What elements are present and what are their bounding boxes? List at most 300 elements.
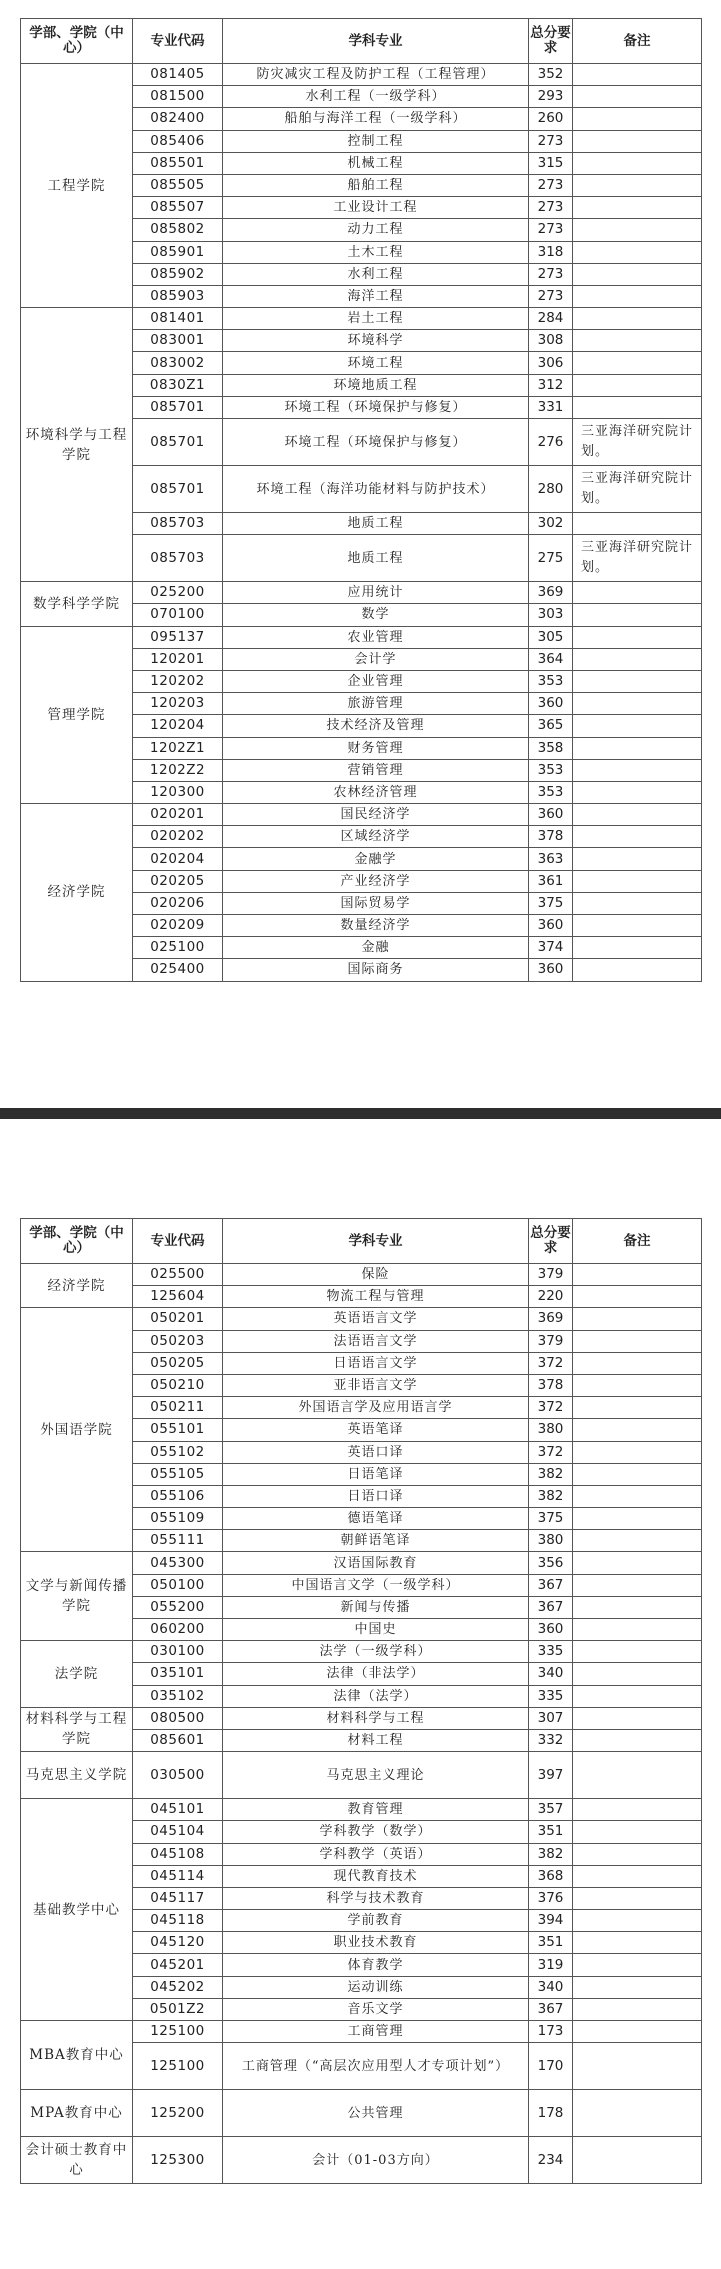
note-cell [573, 915, 702, 937]
major-name-cell: 国际贸易学 [223, 892, 529, 914]
major-name-cell: 水利工程 [223, 263, 529, 285]
major-name-cell: 日语笔译 [223, 1463, 529, 1485]
note-cell [573, 1729, 702, 1751]
major-code-cell: 025400 [133, 959, 223, 981]
major-code-cell: 030100 [133, 1641, 223, 1663]
score-cell: 273 [529, 197, 573, 219]
note-cell [573, 1508, 702, 1530]
score-cell: 319 [529, 1954, 573, 1976]
score-cell: 382 [529, 1463, 573, 1485]
score-cell: 331 [529, 396, 573, 418]
note-cell: 三亚海洋研究院计划。 [573, 419, 702, 466]
major-code-cell: 050203 [133, 1330, 223, 1352]
note-cell [573, 174, 702, 196]
major-code-cell: 055109 [133, 1508, 223, 1530]
major-name-cell: 技术经济及管理 [223, 715, 529, 737]
major-code-cell: 045114 [133, 1865, 223, 1887]
major-code-cell: 045300 [133, 1552, 223, 1574]
major-code-cell: 080500 [133, 1707, 223, 1729]
score-cell: 273 [529, 219, 573, 241]
major-name-cell: 德语笔译 [223, 1508, 529, 1530]
score-cell: 332 [529, 1729, 573, 1751]
major-code-cell: 125300 [133, 2137, 223, 2184]
major-code-cell: 1202Z2 [133, 759, 223, 781]
major-name-cell: 数量经济学 [223, 915, 529, 937]
major-code-cell: 085703 [133, 535, 223, 582]
major-name-cell: 运动训练 [223, 1976, 529, 1998]
score-cell: 353 [529, 670, 573, 692]
table-row [21, 626, 702, 648]
table-header-row [21, 1219, 702, 1264]
table-row [21, 1264, 702, 1286]
score-cell: 375 [529, 1508, 573, 1530]
major-code-cell: 081401 [133, 308, 223, 330]
note-cell [573, 1552, 702, 1574]
major-name-cell: 朝鲜语笔译 [223, 1530, 529, 1552]
score-cell: 352 [529, 64, 573, 86]
table-row [21, 804, 702, 826]
score-cell: 397 [529, 1752, 573, 1799]
note-cell [573, 513, 702, 535]
header-code: 专业代码 [133, 1219, 223, 1264]
note-cell [573, 1463, 702, 1485]
note-cell [573, 804, 702, 826]
major-code-cell: 070100 [133, 604, 223, 626]
major-name-cell: 学科教学（英语） [223, 1843, 529, 1865]
major-code-cell: 120203 [133, 693, 223, 715]
major-name-cell: 工业设计工程 [223, 197, 529, 219]
major-name-cell: 法学（一级学科） [223, 1641, 529, 1663]
major-name-cell: 环境工程（环境保护与修复） [223, 396, 529, 418]
note-cell [573, 848, 702, 870]
note-cell [573, 1932, 702, 1954]
score-cell: 312 [529, 374, 573, 396]
score-cell: 369 [529, 582, 573, 604]
major-name-cell: 应用统计 [223, 582, 529, 604]
table-row [21, 1308, 702, 1330]
score-cell: 357 [529, 1799, 573, 1821]
major-code-cell: 0830Z1 [133, 374, 223, 396]
note-cell [573, 715, 702, 737]
score-cell: 273 [529, 263, 573, 285]
major-code-cell: 045118 [133, 1910, 223, 1932]
score-cell: 380 [529, 1530, 573, 1552]
major-name-cell: 中国语言文学（一级学科） [223, 1574, 529, 1596]
major-name-cell: 机械工程 [223, 152, 529, 174]
score-cell: 305 [529, 626, 573, 648]
major-code-cell: 081405 [133, 64, 223, 86]
note-cell [573, 1685, 702, 1707]
score-cell: 273 [529, 174, 573, 196]
major-code-cell: 085601 [133, 1729, 223, 1751]
score-cell: 340 [529, 1976, 573, 1998]
department-cell: 工程学院 [21, 64, 133, 308]
major-name-cell: 财务管理 [223, 737, 529, 759]
major-name-cell: 船舶与海洋工程（一级学科） [223, 108, 529, 130]
score-cell: 273 [529, 130, 573, 152]
major-code-cell: 083001 [133, 330, 223, 352]
table-row [21, 64, 702, 86]
note-cell: 三亚海洋研究院计划。 [573, 535, 702, 582]
admission-score-table [20, 1218, 702, 2184]
note-cell [573, 64, 702, 86]
major-code-cell: 120300 [133, 781, 223, 803]
note-cell [573, 1574, 702, 1596]
major-name-cell: 海洋工程 [223, 285, 529, 307]
score-cell: 382 [529, 1843, 573, 1865]
major-name-cell: 新闻与传播 [223, 1596, 529, 1618]
score-cell: 293 [529, 86, 573, 108]
score-cell: 335 [529, 1641, 573, 1663]
score-cell: 335 [529, 1685, 573, 1707]
major-code-cell: 1202Z1 [133, 737, 223, 759]
note-cell [573, 1286, 702, 1308]
major-name-cell: 水利工程（一级学科） [223, 86, 529, 108]
department-cell: 马克思主义学院 [21, 1752, 133, 1799]
major-code-cell: 045120 [133, 1932, 223, 1954]
major-name-cell: 公共管理 [223, 2090, 529, 2137]
note-cell [573, 330, 702, 352]
note-cell [573, 1596, 702, 1618]
major-name-cell: 中国史 [223, 1619, 529, 1641]
major-code-cell: 045104 [133, 1821, 223, 1843]
table-row [21, 582, 702, 604]
major-name-cell: 会计（01-03方向） [223, 2137, 529, 2184]
major-name-cell: 数学 [223, 604, 529, 626]
major-name-cell: 工商管理（“高层次应用型人才专项计划”） [223, 2043, 529, 2090]
major-name-cell: 现代教育技术 [223, 1865, 529, 1887]
score-cell: 308 [529, 330, 573, 352]
major-code-cell: 083002 [133, 352, 223, 374]
note-cell [573, 1954, 702, 1976]
major-name-cell: 环境科学 [223, 330, 529, 352]
department-cell: 外国语学院 [21, 1308, 133, 1552]
score-cell: 302 [529, 513, 573, 535]
major-code-cell: 025100 [133, 937, 223, 959]
score-cell: 360 [529, 915, 573, 937]
note-cell [573, 263, 702, 285]
note-cell [573, 1752, 702, 1799]
major-code-cell: 045101 [133, 1799, 223, 1821]
major-code-cell: 125100 [133, 2021, 223, 2043]
major-code-cell: 085507 [133, 197, 223, 219]
score-cell: 365 [529, 715, 573, 737]
score-cell: 306 [529, 352, 573, 374]
major-code-cell: 055106 [133, 1485, 223, 1507]
note-cell [573, 1530, 702, 1552]
note-cell [573, 1308, 702, 1330]
score-cell: 376 [529, 1887, 573, 1909]
score-cell: 353 [529, 759, 573, 781]
major-code-cell: 045202 [133, 1976, 223, 1998]
score-cell: 280 [529, 466, 573, 513]
major-name-cell: 学科教学（数学） [223, 1821, 529, 1843]
department-cell: MBA教育中心 [21, 2021, 133, 2090]
major-code-cell: 085701 [133, 419, 223, 466]
score-cell: 351 [529, 1821, 573, 1843]
department-cell: 文学与新闻传播学院 [21, 1552, 133, 1641]
note-cell [573, 937, 702, 959]
score-cell: 372 [529, 1352, 573, 1374]
major-code-cell: 081500 [133, 86, 223, 108]
note-cell [573, 2090, 702, 2137]
major-name-cell: 旅游管理 [223, 693, 529, 715]
major-name-cell: 金融学 [223, 848, 529, 870]
note-cell [573, 892, 702, 914]
major-name-cell: 日语口译 [223, 1485, 529, 1507]
major-name-cell: 亚非语言文学 [223, 1374, 529, 1396]
major-code-cell: 120201 [133, 648, 223, 670]
score-cell: 315 [529, 152, 573, 174]
header-note: 备注 [573, 19, 702, 64]
note-cell [573, 241, 702, 263]
major-code-cell: 045117 [133, 1887, 223, 1909]
note-cell [573, 648, 702, 670]
major-name-cell: 学前教育 [223, 1910, 529, 1932]
note-cell [573, 130, 702, 152]
note-cell [573, 108, 702, 130]
major-code-cell: 085703 [133, 513, 223, 535]
major-code-cell: 085902 [133, 263, 223, 285]
major-code-cell: 055200 [133, 1596, 223, 1618]
note-cell [573, 1910, 702, 1932]
major-name-cell: 国民经济学 [223, 804, 529, 826]
note-cell [573, 1352, 702, 1374]
admission-score-table [20, 18, 702, 982]
table-row [21, 2137, 702, 2184]
note-cell [573, 1843, 702, 1865]
header-major: 学科专业 [223, 19, 529, 64]
score-cell: 356 [529, 1552, 573, 1574]
major-code-cell: 035102 [133, 1685, 223, 1707]
score-cell: 284 [529, 308, 573, 330]
table-row [21, 1707, 702, 1729]
major-name-cell: 职业技术教育 [223, 1932, 529, 1954]
header-dept: 学部、学院（中心） [21, 1219, 133, 1264]
score-cell: 378 [529, 1374, 573, 1396]
major-code-cell: 020201 [133, 804, 223, 826]
table-row [21, 1799, 702, 1821]
major-code-cell: 085406 [133, 130, 223, 152]
score-cell: 368 [529, 1865, 573, 1887]
header-note: 备注 [573, 1219, 702, 1264]
note-cell [573, 2021, 702, 2043]
note-cell [573, 1619, 702, 1641]
note-cell [573, 1397, 702, 1419]
major-name-cell: 农林经济管理 [223, 781, 529, 803]
score-cell: 364 [529, 648, 573, 670]
score-cell: 369 [529, 1308, 573, 1330]
note-cell [573, 1663, 702, 1685]
major-code-cell: 085802 [133, 219, 223, 241]
major-name-cell: 控制工程 [223, 130, 529, 152]
department-cell: 经济学院 [21, 1264, 133, 1308]
major-code-cell: 085505 [133, 174, 223, 196]
major-code-cell: 050211 [133, 1397, 223, 1419]
note-cell [573, 1887, 702, 1909]
score-cell: 379 [529, 1264, 573, 1286]
major-name-cell: 马克思主义理论 [223, 1752, 529, 1799]
score-cell: 360 [529, 1619, 573, 1641]
major-name-cell: 环境地质工程 [223, 374, 529, 396]
note-cell [573, 1485, 702, 1507]
note-cell [573, 826, 702, 848]
major-code-cell: 0501Z2 [133, 1998, 223, 2020]
major-name-cell: 物流工程与管理 [223, 1286, 529, 1308]
major-code-cell: 030500 [133, 1752, 223, 1799]
note-cell [573, 870, 702, 892]
note-cell [573, 670, 702, 692]
table-body [21, 1264, 702, 2184]
score-cell: 375 [529, 892, 573, 914]
major-name-cell: 外国语言学及应用语言学 [223, 1397, 529, 1419]
table-row [21, 308, 702, 330]
header-score: 总分要求 [529, 19, 573, 64]
major-name-cell: 教育管理 [223, 1799, 529, 1821]
major-code-cell: 125200 [133, 2090, 223, 2137]
major-name-cell: 日语语言文学 [223, 1352, 529, 1374]
note-cell [573, 759, 702, 781]
department-cell: 经济学院 [21, 804, 133, 982]
department-cell: 会计硕士教育中心 [21, 2137, 133, 2184]
score-cell: 378 [529, 826, 573, 848]
major-name-cell: 地质工程 [223, 513, 529, 535]
note-cell [573, 2137, 702, 2184]
note-cell [573, 1998, 702, 2020]
note-cell [573, 604, 702, 626]
note-cell [573, 308, 702, 330]
department-cell: 法学院 [21, 1641, 133, 1708]
major-code-cell: 082400 [133, 108, 223, 130]
header-major: 学科专业 [223, 1219, 529, 1264]
note-cell [573, 1330, 702, 1352]
major-code-cell: 125604 [133, 1286, 223, 1308]
table-row [21, 1641, 702, 1663]
major-name-cell: 金融 [223, 937, 529, 959]
major-code-cell: 120202 [133, 670, 223, 692]
department-cell: 管理学院 [21, 626, 133, 804]
major-name-cell: 体育教学 [223, 1954, 529, 1976]
score-cell: 318 [529, 241, 573, 263]
major-name-cell: 法律（法学） [223, 1685, 529, 1707]
major-code-cell: 120204 [133, 715, 223, 737]
score-cell: 307 [529, 1707, 573, 1729]
table-body [21, 64, 702, 982]
header-code: 专业代码 [133, 19, 223, 64]
major-name-cell: 营销管理 [223, 759, 529, 781]
note-cell [573, 781, 702, 803]
major-name-cell: 会计学 [223, 648, 529, 670]
note-cell [573, 1707, 702, 1729]
note-cell [573, 2043, 702, 2090]
score-cell: 380 [529, 1419, 573, 1441]
table-row [21, 2090, 702, 2137]
major-name-cell: 工商管理 [223, 2021, 529, 2043]
note-cell [573, 959, 702, 981]
major-name-cell: 环境工程 [223, 352, 529, 374]
score-cell: 353 [529, 781, 573, 803]
note-cell [573, 582, 702, 604]
major-name-cell: 科学与技术教育 [223, 1887, 529, 1909]
score-cell: 275 [529, 535, 573, 582]
table-row [21, 1752, 702, 1799]
major-name-cell: 产业经济学 [223, 870, 529, 892]
major-code-cell: 085701 [133, 396, 223, 418]
major-code-cell: 095137 [133, 626, 223, 648]
major-name-cell: 保险 [223, 1264, 529, 1286]
score-cell: 372 [529, 1441, 573, 1463]
table-row [21, 1552, 702, 1574]
note-cell [573, 1441, 702, 1463]
major-name-cell: 土木工程 [223, 241, 529, 263]
note-cell [573, 693, 702, 715]
major-code-cell: 060200 [133, 1619, 223, 1641]
major-name-cell: 防灾减灾工程及防护工程（工程管理） [223, 64, 529, 86]
major-name-cell: 区域经济学 [223, 826, 529, 848]
major-name-cell: 国际商务 [223, 959, 529, 981]
score-cell: 358 [529, 737, 573, 759]
major-code-cell: 025500 [133, 1264, 223, 1286]
major-name-cell: 音乐文学 [223, 1998, 529, 2020]
score-cell: 361 [529, 870, 573, 892]
note-cell [573, 1976, 702, 1998]
score-cell: 372 [529, 1397, 573, 1419]
major-name-cell: 材料工程 [223, 1729, 529, 1751]
note-cell [573, 285, 702, 307]
header-score: 总分要求 [529, 1219, 573, 1264]
major-code-cell: 050100 [133, 1574, 223, 1596]
note-cell [573, 1799, 702, 1821]
major-code-cell: 020202 [133, 826, 223, 848]
major-code-cell: 085501 [133, 152, 223, 174]
major-name-cell: 地质工程 [223, 535, 529, 582]
major-code-cell: 045108 [133, 1843, 223, 1865]
major-code-cell: 020205 [133, 870, 223, 892]
score-cell: 303 [529, 604, 573, 626]
department-cell: MPA教育中心 [21, 2090, 133, 2137]
score-cell: 173 [529, 2021, 573, 2043]
score-cell: 170 [529, 2043, 573, 2090]
score-cell: 220 [529, 1286, 573, 1308]
major-code-cell: 050210 [133, 1374, 223, 1396]
major-code-cell: 020209 [133, 915, 223, 937]
major-name-cell: 环境工程（环境保护与修复） [223, 419, 529, 466]
score-table-page-1 [20, 18, 701, 982]
major-name-cell: 动力工程 [223, 219, 529, 241]
table-row [21, 2021, 702, 2043]
major-name-cell: 农业管理 [223, 626, 529, 648]
major-name-cell: 法语语言文学 [223, 1330, 529, 1352]
score-cell: 273 [529, 285, 573, 307]
note-cell [573, 1264, 702, 1286]
score-cell: 351 [529, 1932, 573, 1954]
score-cell: 382 [529, 1485, 573, 1507]
department-cell: 数学科学学院 [21, 582, 133, 626]
note-cell [573, 396, 702, 418]
major-name-cell: 船舶工程 [223, 174, 529, 196]
note-cell [573, 219, 702, 241]
note-cell [573, 1419, 702, 1441]
score-cell: 234 [529, 2137, 573, 2184]
major-code-cell: 020206 [133, 892, 223, 914]
major-name-cell: 英语笔译 [223, 1419, 529, 1441]
major-name-cell: 英语语言文学 [223, 1308, 529, 1330]
department-cell: 材料科学与工程学院 [21, 1707, 133, 1751]
score-cell: 394 [529, 1910, 573, 1932]
score-cell: 260 [529, 108, 573, 130]
major-name-cell: 英语口译 [223, 1441, 529, 1463]
note-cell [573, 1374, 702, 1396]
